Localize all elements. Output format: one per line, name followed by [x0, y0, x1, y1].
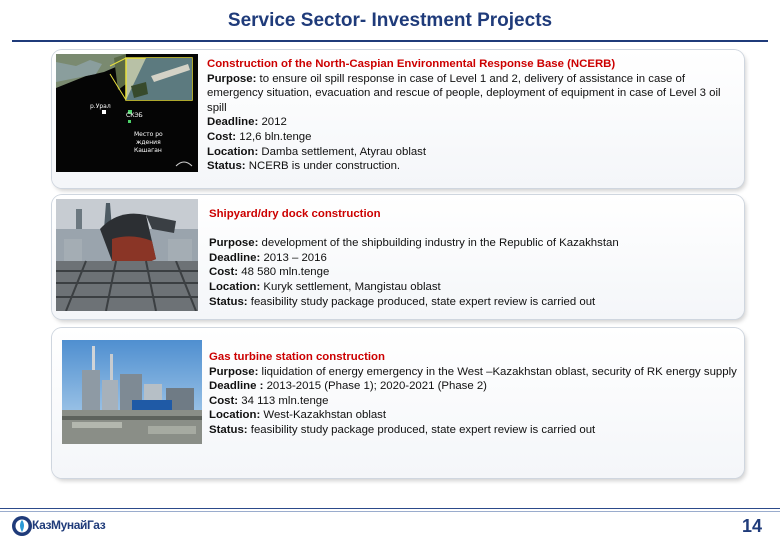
shipyard-cost: 48 580 mln.tenge — [238, 266, 330, 279]
location-label: Location: — [207, 145, 259, 158]
page-number: 14 — [741, 516, 762, 536]
shipyard-title: Shipyard/dry dock construction — [209, 208, 381, 220]
gas-turbine-cost: 34 113 mln.tenge — [238, 394, 329, 407]
ncerb-map-image — [56, 54, 198, 172]
deadline-label: Deadline: — [209, 251, 261, 264]
purpose-label: Purpose: — [207, 72, 257, 85]
gas-turbine-purpose: liquidation of energy emergency in the West –Kazakhstan oblast, security of RK energy supply — [258, 365, 737, 378]
ncerb-cost: 12,6 bln.tenge — [236, 130, 312, 143]
map-label-ural: р.Урал — [90, 103, 111, 110]
gas-turbine-location: West-Kazakhstan oblast — [260, 409, 387, 422]
ncerb-deadline: 2012 — [258, 116, 287, 129]
shipyard-purpose: development of the shipbuilding industry in the Republic of Kazakhstan — [258, 237, 619, 250]
shipyard-status: feasibility study package produced, state expert review is carried out — [247, 295, 596, 308]
cost-label: Cost: — [209, 394, 239, 407]
ncerb-details — [207, 57, 739, 174]
page-title: Service Sector- Investment Projects — [227, 10, 553, 31]
shipyard-deadline: 2013 – 2016 — [260, 251, 327, 264]
gas-turbine-deadline: 2013-2015 (Phase 1); 2020-2021 (Phase 2) — [263, 380, 487, 393]
gas-turbine-details — [209, 350, 739, 438]
deadline-label: Deadline : — [209, 380, 264, 393]
gas-turbine-image — [62, 340, 202, 444]
purpose-label: Purpose: — [209, 237, 259, 250]
ncerb-title: Construction of the North-Caspian Environmental Response Base (NCERB) — [207, 58, 616, 70]
deadline-label: Deadline: — [207, 116, 259, 129]
status-label: Status: — [209, 295, 248, 308]
shipyard-details — [209, 207, 739, 309]
status-label: Status: — [209, 423, 248, 436]
ncerb-purpose: to ensure oil spill response in case of Level 1 and 2, delivery of assistance in case of emergency situation, evacuation and rescue of people, deployment of equipment in case of Level 3 oil spill — [207, 72, 721, 114]
ncerb-status: NCERB is under construction. — [245, 160, 401, 173]
map-label-field-1: Место ро — [134, 131, 163, 138]
footer-divider — [0, 508, 780, 509]
cost-label: Cost: — [207, 130, 237, 143]
shipyard-location: Kuryk settlement, Mangistau oblast — [260, 280, 441, 293]
status-label: Status: — [207, 160, 246, 173]
location-label: Location: — [209, 280, 261, 293]
ncerb-location: Damba settlement, Atyrau oblast — [258, 145, 427, 158]
company-logo-text: КазМунайГаз — [32, 518, 106, 532]
gas-turbine-status: feasibility study package produced, state expert review is carried out — [247, 423, 596, 436]
shipyard-image — [56, 199, 198, 311]
purpose-label: Purpose: — [209, 365, 259, 378]
cost-label: Cost: — [209, 266, 239, 279]
map-label-field-2: ждения — [136, 139, 161, 146]
map-label-field-3: Кашаган — [134, 147, 162, 154]
map-label-skeb: СКЭБ — [126, 112, 143, 119]
location-label: Location: — [209, 409, 261, 422]
footer-divider-secondary — [0, 511, 780, 512]
gas-turbine-title: Gas turbine station construction — [209, 351, 385, 363]
title-divider — [12, 40, 768, 42]
